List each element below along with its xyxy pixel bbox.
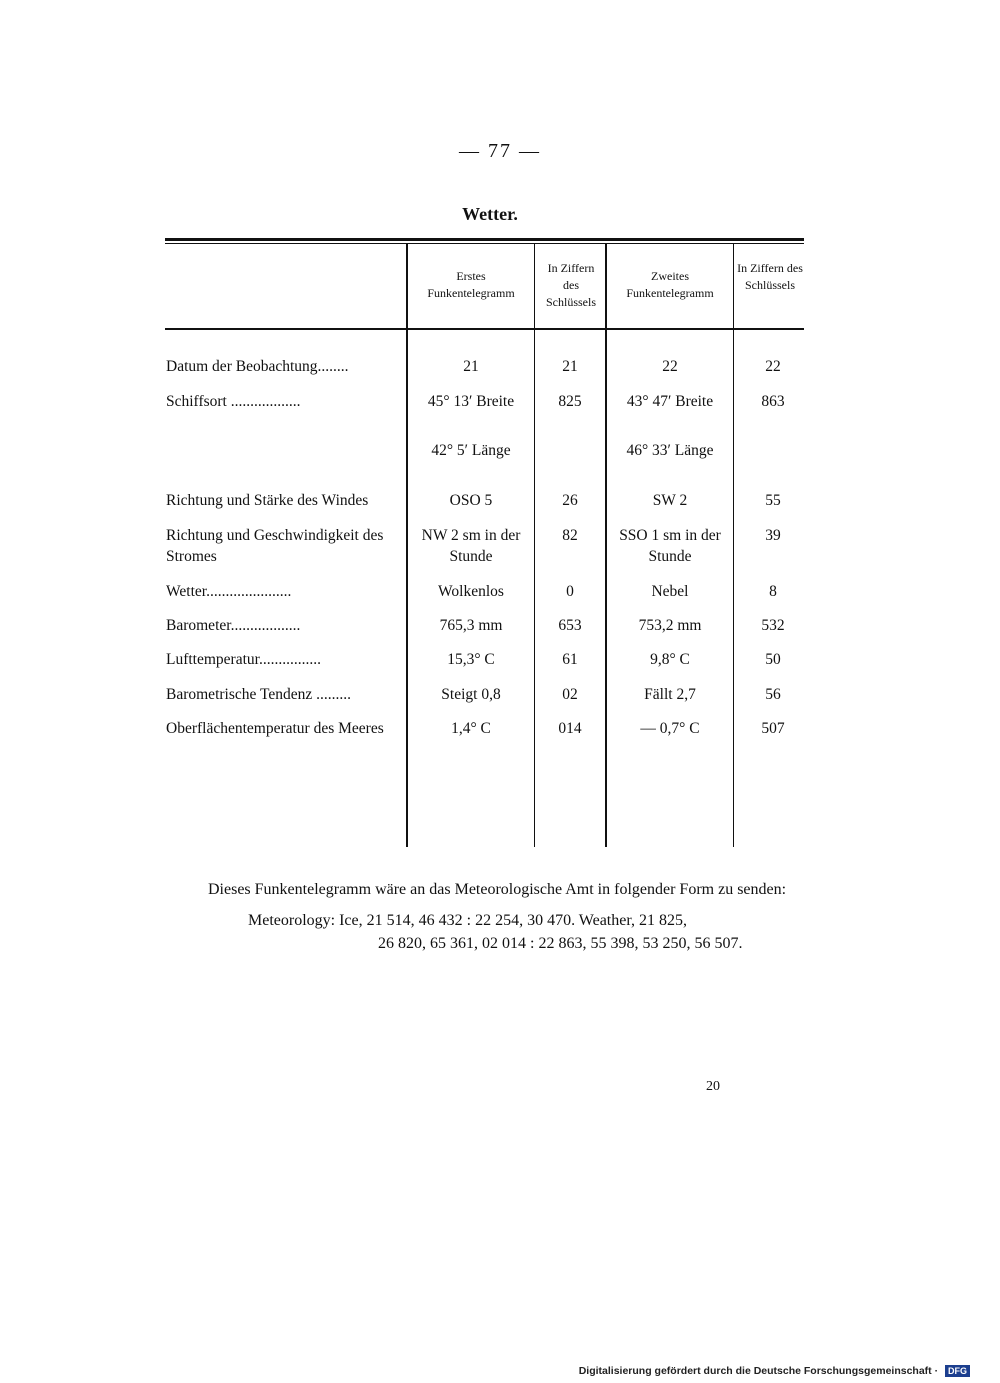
header-first-telegram: Erstes Funkentelegramm [427,269,515,300]
cell-r3-c2: 26 [562,492,578,509]
cell-r6-c2: 653 [558,617,582,634]
table-column-divider-1 [406,244,408,847]
header-cipher-1: In Ziffern des Schlüssels [545,261,596,309]
signature-number: 20 [706,1079,720,1094]
cell-r4-c3: SSO 1 sm in der Stunde [619,527,721,565]
cell-r0-c2: 21 [562,358,578,375]
cell-r0-c4: 22 [765,358,781,375]
cell-r0-c1: 21 [463,358,479,375]
digitization-credit-text: Digitalisierung gefördert durch die Deutsche Forschungsgemeinschaft · [578,1365,939,1377]
table-column-divider-3 [605,244,607,847]
cell-r9-c2: 014 [558,720,582,737]
cell-r0-c3: 22 [662,358,678,375]
cell-r2-c3: 46° 33′ Länge [626,442,714,459]
row-label-sea-surface-temperature: Oberflächentemperatur des Meeres [166,720,384,737]
cell-r8-c1: Steigt 0,8 [441,686,501,703]
cell-r1-c4: 863 [761,393,785,410]
row-label-current: Richtung und Geschwindigkeit des Stromes [166,527,384,565]
cell-r4-c2: 82 [562,527,578,544]
cell-r5-c3: Nebel [651,583,689,600]
cell-r8-c2: 02 [562,686,578,703]
table-top-rule-thick [165,238,804,241]
header-second-telegram: Zweites Funkentelegramm [626,269,714,300]
cell-r8-c3: Fällt 2,7 [644,686,696,703]
cell-r2-c1: 42° 5′ Länge [431,442,511,459]
telegram-message-line-1: Meteorology: Ice, 21 514, 46 432 : 22 254, 30 470. Weather, 21 825, [248,912,688,929]
cell-r6-c3: 753,2 mm [638,617,702,634]
dfg-logo: DFG [945,1365,970,1377]
table-column-divider-2 [534,244,535,847]
table-top-rule-thin [165,243,804,244]
cell-r5-c4: 8 [769,583,777,600]
row-label-weather: Wetter...................... [166,583,292,600]
cell-r4-c4: 39 [765,527,781,544]
cell-r3-c4: 55 [765,492,781,509]
cell-r7-c2: 61 [562,651,578,668]
cell-r6-c1: 765,3 mm [439,617,503,634]
cell-r9-c3: — 0,7° C [640,720,700,737]
row-label-barometric-tendency: Barometrische Tendenz ......... [166,686,352,703]
row-label-wind: Richtung und Stärke des Windes [166,492,369,509]
telegram-intro: Dieses Funkentelegramm wäre an das Meteorologische Amt in folgender Form zu senden: [208,881,787,898]
page-number: — 77 — [459,140,541,162]
cell-r1-c2: 825 [558,393,582,410]
header-cipher-2: In Ziffern des Schlüssels [737,261,803,292]
cell-r1-c3: 43° 47′ Breite [626,393,714,410]
row-label-barometer: Barometer.................. [166,617,301,634]
row-label-date: Datum der Beobachtung........ [166,358,349,375]
row-label-air-temperature: Lufttemperatur................ [166,651,321,668]
row-label-ship-position: Schiffsort .................. [166,393,301,410]
cell-r1-c1: 45° 13′ Breite [427,393,515,410]
cell-r5-c1: Wolkenlos [438,583,504,600]
cell-r9-c1: 1,4° C [451,720,491,737]
cell-r7-c4: 50 [765,651,781,668]
cell-r3-c1: OSO 5 [449,492,493,509]
cell-r3-c3: SW 2 [652,492,688,509]
cell-r4-c1: NW 2 sm in der Stunde [421,527,521,565]
section-title: Wetter. [462,204,518,224]
cell-r7-c3: 9,8° C [650,651,690,668]
cell-r6-c4: 532 [761,617,785,634]
cell-r7-c1: 15,3° C [447,651,495,668]
telegram-message-line-2: 26 820, 65 361, 02 014 : 22 863, 55 398, 53 250, 56 507. [378,935,743,952]
cell-r5-c2: 0 [566,583,574,600]
digitization-credit [579,1365,970,1377]
cell-r9-c4: 507 [761,720,785,737]
cell-r8-c4: 56 [765,686,781,703]
table-header-rule [165,328,804,330]
table-column-divider-4 [733,244,734,847]
